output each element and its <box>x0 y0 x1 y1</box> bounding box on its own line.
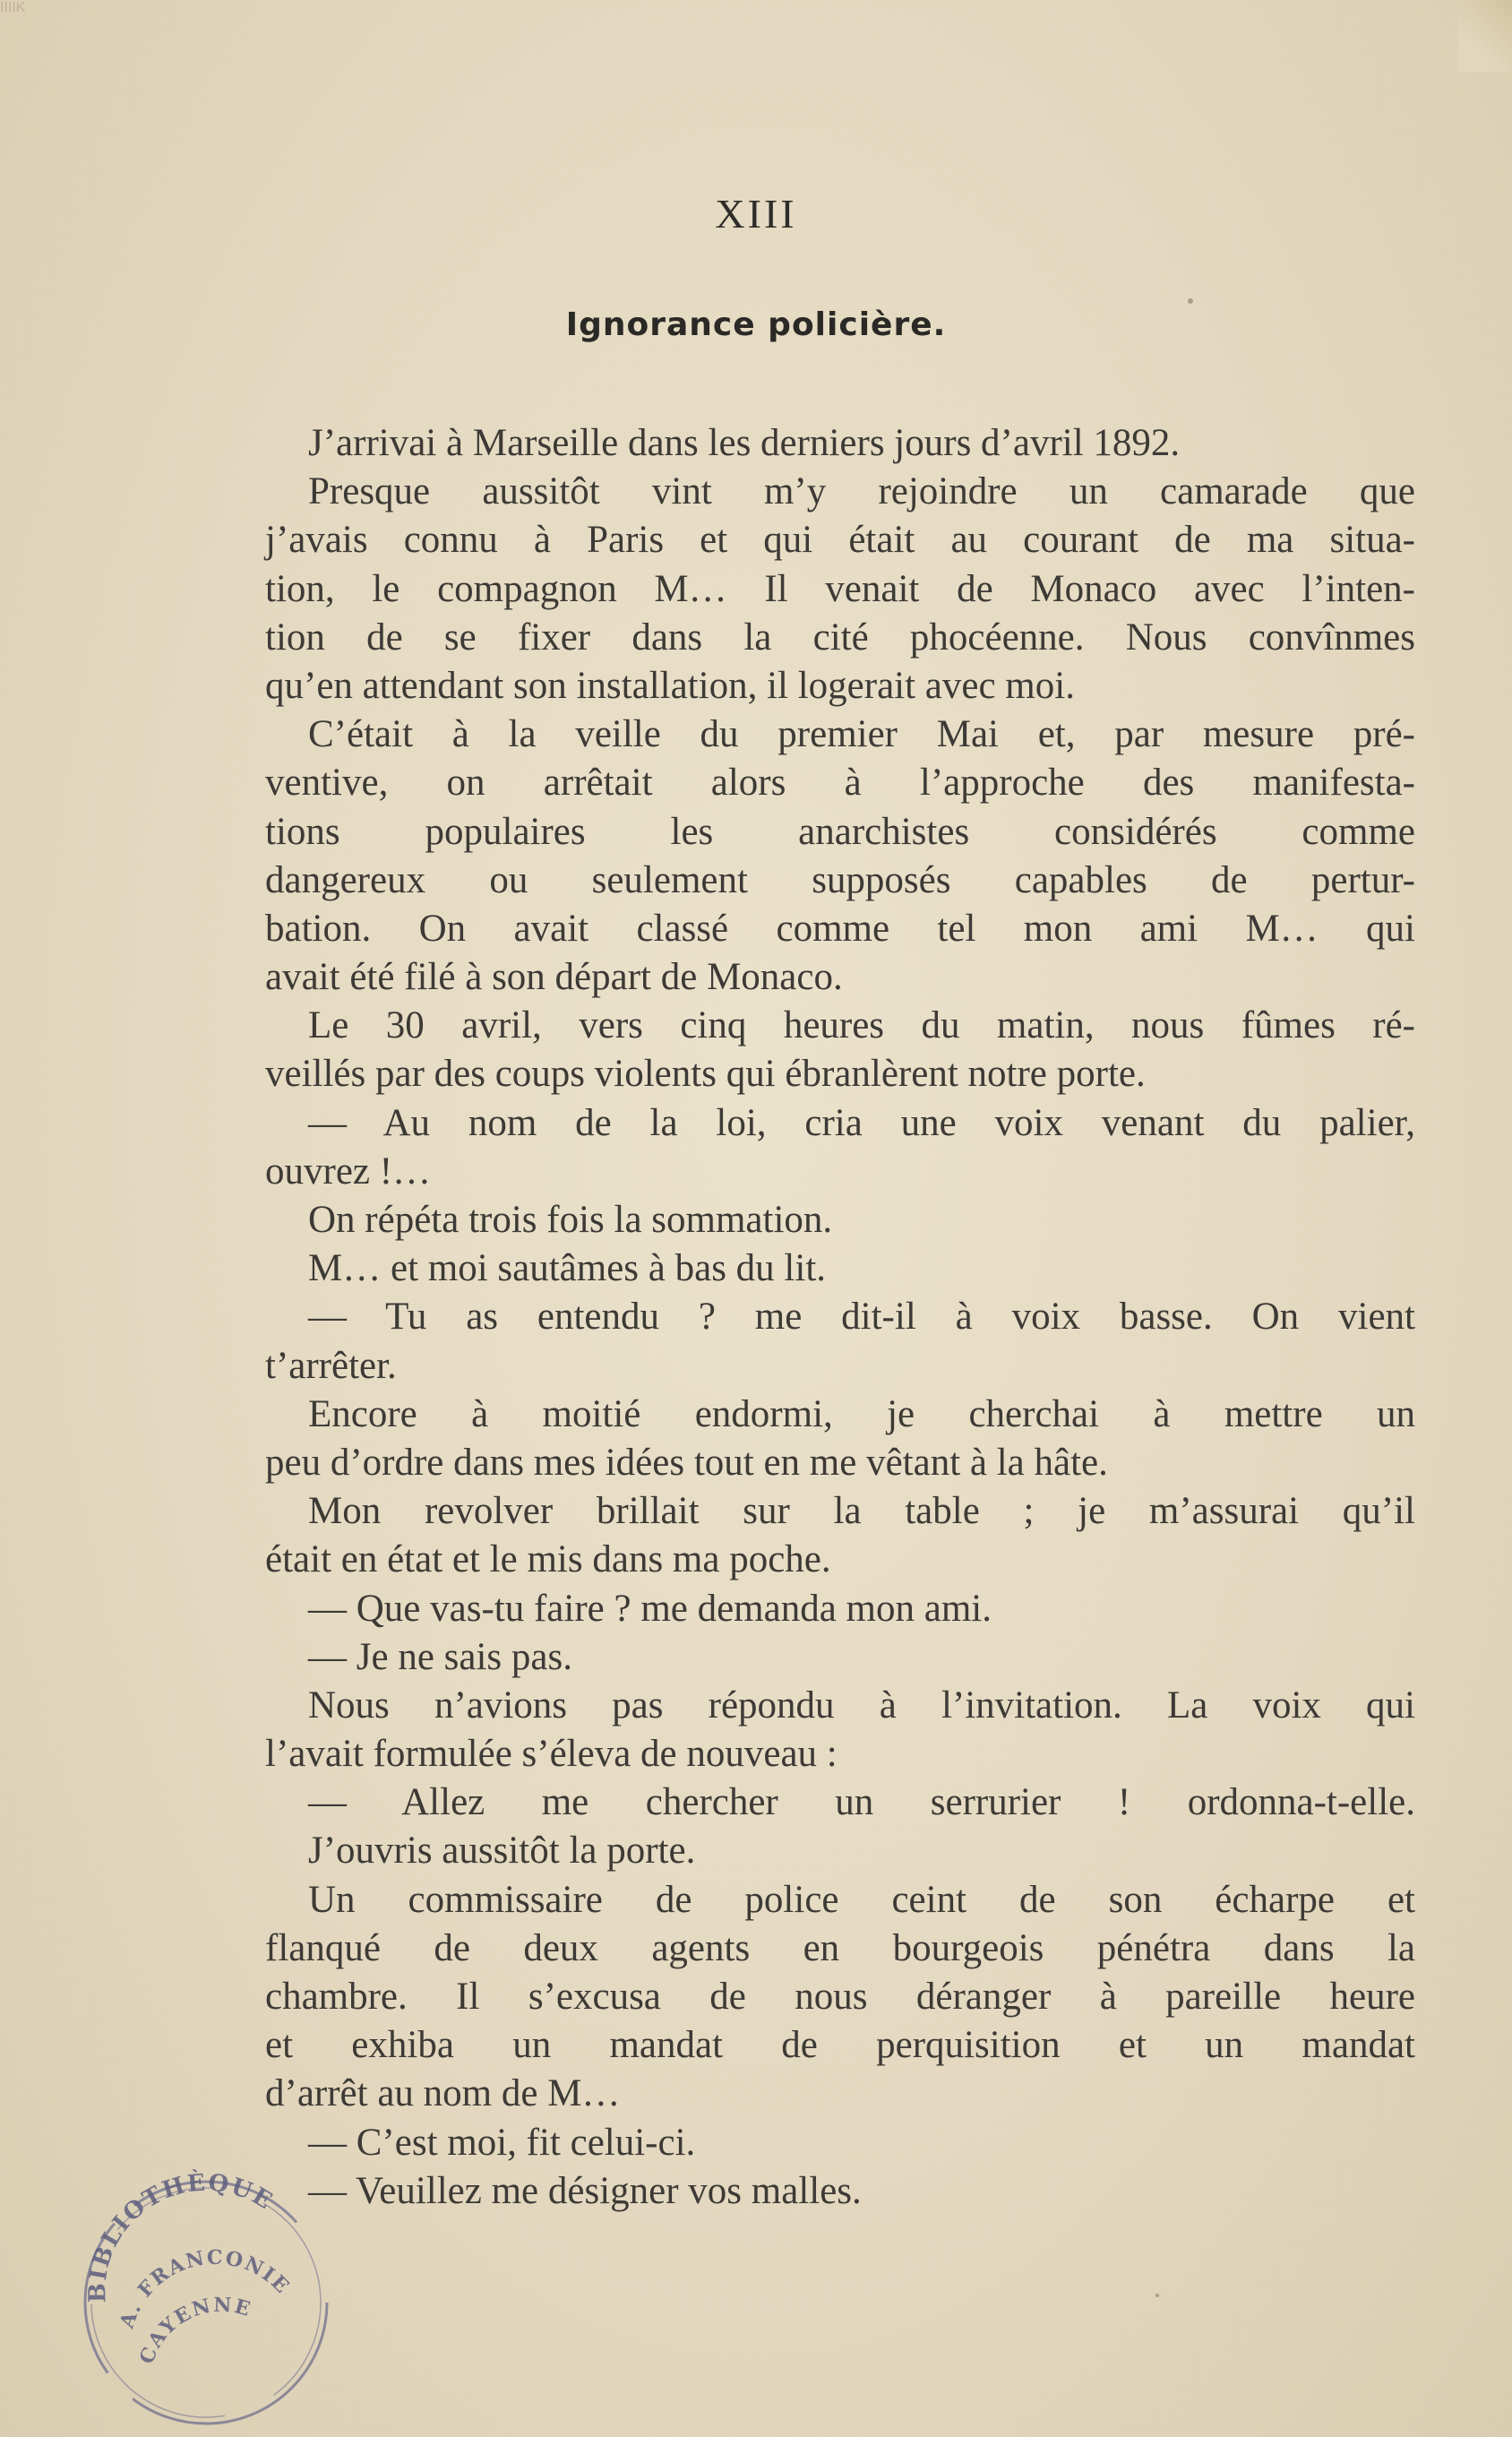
text-line: tion de se fixer dans la cité phocéenne. Nous convînmes <box>265 616 1415 659</box>
text-line: t’arrêter. <box>265 1344 397 1387</box>
text-line: J’ouvris aussitôt la porte. <box>308 1830 696 1873</box>
text-line: bation. On avait classé comme tel mon ami M… qui <box>265 907 1415 950</box>
text-line: chambre. Il s’excusa de nous déranger à pareille heure <box>265 1976 1415 2018</box>
text-line: veillés par des coups violents qui ébranlèrent notre porte. <box>265 1053 1146 1096</box>
text-line: Presque aussitôt vint m’y rejoindre un camarade que <box>308 470 1415 513</box>
text-line: — Veuillez me désigner vos malles. <box>308 2169 862 2212</box>
stamp-seal <box>63 2146 349 2433</box>
library-stamp <box>63 2146 349 2433</box>
text-line: j’avais connu à Paris et qui était au courant de ma situa- <box>265 519 1415 562</box>
text-line: d’arrêt au nom de M… <box>265 2072 621 2115</box>
text-line: tion, le compagnon M… Il venait de Monaco avec l’inten- <box>265 567 1415 610</box>
text-line: peu d’ordre dans mes idées tout en me vêtant à la hâte. <box>265 1441 1108 1484</box>
text-line: Mon revolver brillait sur la table ; je m’assurai qu’il <box>308 1490 1415 1533</box>
text-line: flanqué de deux agents en bourgeois pénétra dans la <box>265 1926 1415 1969</box>
text-line: Un commissaire de police ceint de son écharpe et <box>308 1878 1415 1921</box>
text-line: J’arrivai à Marseille dans les derniers jours d’avril 1892. <box>308 422 1181 464</box>
text-line: et exhiba un mandat de perquisition et un mandat <box>265 2024 1415 2067</box>
chapter-title: Ignorance policière. <box>565 306 947 343</box>
text-line: — Au nom de la loi, cria une voix venant du palier, <box>308 1101 1415 1144</box>
body-text <box>265 419 1415 2216</box>
text-line: — Tu as entendu ? me dit-il à voix basse. On vient <box>308 1296 1415 1339</box>
ink-speck <box>1188 298 1193 304</box>
text-line: C’était à la veille du premier Mai et, par mesure pré- <box>308 713 1415 756</box>
text-line: Le 30 avril, vers cinq heures du matin, nous fûmes ré- <box>308 1004 1415 1047</box>
text-line: tions populaires les anarchistes considérés comme <box>265 810 1415 853</box>
text-line: M… et moi sautâmes à bas du lit. <box>308 1247 827 1290</box>
text-line: Nous n’avions pas répondu à l’invitation. La voix qui <box>308 1684 1415 1727</box>
page-corner-fold <box>1458 0 1512 72</box>
text-line: Encore à moitié endormi, je cherchai à mettre un <box>308 1392 1415 1435</box>
corner-mark: IIIIK <box>0 0 26 15</box>
text-line: l’avait formulée s’éleva de nouveau : <box>265 1733 838 1776</box>
text-line: — Je ne sais pas. <box>308 1635 572 1678</box>
stamp-line2: A. FRANCONIE <box>115 2245 295 2331</box>
text-line: qu’en attendant son installation, il logerait avec moi. <box>265 664 1075 707</box>
text-line: ventive, on arrêtait alors à l’approche des manifesta- <box>265 762 1415 805</box>
text-line: On répéta trois fois la sommation. <box>308 1199 833 1241</box>
text-line: — Que vas-tu faire ? me demanda mon ami. <box>308 1587 992 1630</box>
ink-speck <box>1155 2294 1159 2297</box>
stamp-line1: BIBLIOTHÈQUE <box>84 2169 279 2304</box>
text-line: était en état et le mis dans ma poche. <box>265 1538 831 1581</box>
text-line: — Allez me chercher un serrurier ! ordonna-t-elle. <box>308 1781 1415 1824</box>
text-line: — C’est moi, fit celui-ci. <box>308 2121 696 2164</box>
stamp-line3: CAYENNE <box>134 2293 254 2368</box>
chapter-number: XIII <box>715 191 797 237</box>
text-line: ouvrez !… <box>265 1150 432 1193</box>
text-line: avait été filé à son départ de Monaco. <box>265 956 843 999</box>
text-line: dangereux ou seulement supposés capables de pertur- <box>265 858 1415 901</box>
